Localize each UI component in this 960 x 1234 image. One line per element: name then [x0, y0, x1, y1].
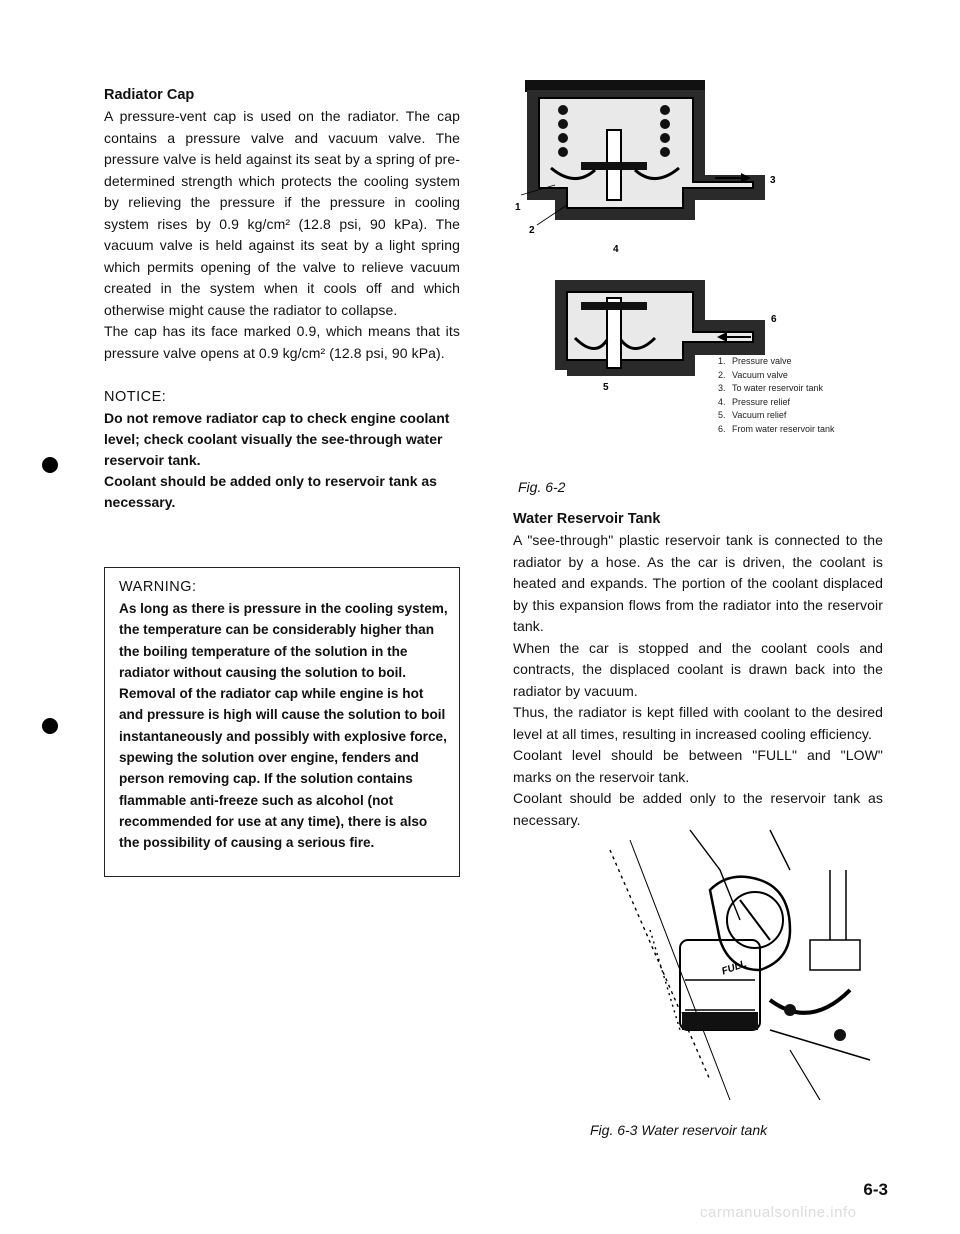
- left-column: [104, 84, 460, 513]
- warning-text: As long as there is pressure in the cooling system, the temperature can be considerably higher than the boiling temperature of the solution in the radiator without causing the solution to boil. Removal of the radiator cap while engine is hot and pressure is high will cause the solution to boil instantaneously and possibly with explosive force, spewing the solution over engine, fenders and person removing cap. If the solution contains flammable anti-freeze such as alcohol (not recommended for use at any time), there is also the possibility of causing a serious fire.: [119, 601, 448, 851]
- notice-text: Coolant should be added only to reservoir tank as necessary.: [104, 473, 437, 510]
- fig-6-3-caption: Fig. 6-3 Water reservoir tank: [590, 1122, 768, 1138]
- callout-1: 1: [515, 202, 521, 213]
- radiator-cap-paragraph: The cap has its face marked 0.9, which means that its pressure valve opens at 0.9 kg/cm² (12.8 psi, 90 kPa).: [104, 323, 460, 361]
- right-column: [513, 508, 883, 831]
- tank-full-label: FULL: [720, 958, 749, 978]
- notice-text: Do not remove radiator cap to check engine coolant level; check coolant visually the see-through water reservoir tank.: [104, 410, 450, 468]
- legend-item: 2. Vacuum valve: [718, 369, 788, 380]
- reservoir-tank-drawing: [590, 830, 890, 1110]
- page-number: 6-3: [863, 1180, 888, 1199]
- callout-5: 5: [603, 382, 609, 393]
- binding-hole-dot: [42, 718, 58, 734]
- reservoir-paragraph: When the car is stopped and the coolant cools and contracts, the displaced coolant is drawn back into the radiator by vacuum.: [513, 639, 883, 699]
- legend-item: 1. Pressure valve: [718, 356, 792, 366]
- warning-box: [104, 567, 460, 877]
- fig-6-2-caption: Fig. 6-2: [518, 479, 566, 495]
- radiator-cap-paragraph: A pressure-vent cap is used on the radiator. The cap contains a pressure valve and vacuum valve. The pressure valve is held against its seat by a spring of pre-determined strength which protects the cooling system by relieving the pressure if the pressure in cooling system rises by 0.9 kg/cm² (12.8 psi, 90 kPa). The vacuum valve is held against its seat by a light spring which permits opening of the valve to relieve vacuum created in the system when it cools off and which otherwise might cause the radiator to collapse.: [104, 108, 460, 318]
- callout-3: 3: [770, 175, 776, 186]
- reservoir-paragraph: Coolant should be added only to the reservoir tank as necessary.: [513, 790, 883, 828]
- reservoir-paragraph: Thus, the radiator is kept filled with coolant to the desired level at all times, resulting in increased cooling efficiency.: [513, 704, 883, 742]
- legend-item: 3. To water reservoir tank: [718, 383, 824, 394]
- radiator-cap-heading: Radiator Cap: [104, 87, 195, 103]
- callout-4: 4: [613, 244, 619, 255]
- callout-6: 6: [771, 314, 777, 325]
- notice-label: NOTICE:: [104, 389, 167, 405]
- cap-section-pressure: [521, 80, 765, 225]
- reservoir-paragraph: Coolant level should be between "FULL" and "LOW" marks on the reservoir tank.: [513, 747, 883, 785]
- reservoir-paragraph: A "see-through" plastic reservoir tank is connected to the radiator by a hose. As the car is driven, the coolant is heated and expands. The portion of the coolant displaced by this expansion flows from the radiator into the reservoir tank.: [513, 532, 883, 634]
- legend-item: 6. From water reservoir tank: [718, 423, 835, 434]
- binding-hole-dot: [42, 457, 58, 473]
- watermark: carmanualsonline.info: [700, 1204, 857, 1221]
- fig-6-2-legend: [718, 355, 835, 437]
- warning-label: WARNING:: [119, 579, 197, 595]
- legend-item: 4. Pressure relief: [718, 396, 791, 407]
- reservoir-heading: Water Reservoir Tank: [513, 511, 661, 527]
- legend-item: 5. Vacuum relief: [718, 410, 787, 421]
- callout-2: 2: [529, 225, 535, 236]
